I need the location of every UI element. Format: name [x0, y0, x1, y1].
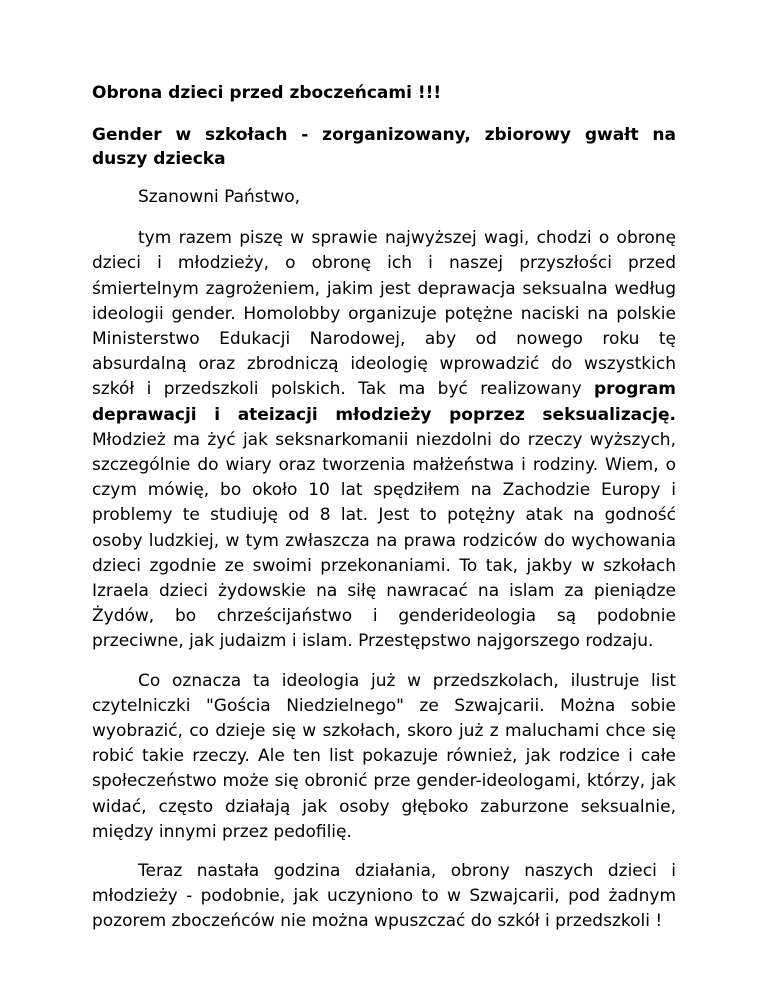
- paragraph-1-bold-phrase: program deprawacji i ateizacji młodzieży poprzez seksualizację.: [92, 379, 676, 425]
- document-subtitle: Gender w szkołach - zorganizowany, zbiorowy gwałt na duszy dziecka: [92, 125, 676, 169]
- paragraph-1: [92, 226, 676, 654]
- paragraph-3: Teraz nastała godzina działania, obrony naszych dzieci i młodzieży - podobnie, jak uczyniono to w Szwajcarii, pod żadnym pozorem zboczeńców nie można wpuszczać do szkół i przedszkoli !: [92, 861, 676, 932]
- paragraph-2: Co oznacza ta ideologia już w przedszkolach, ilustruje list czytelniczki "Gościa Niedzielnego" ze Szwajcarii. Można sobie wyobrazić, co dzieje się w szkołach, skoro już z maluchami chce się robić takie rzeczy. Ale ten list pokazuje również, jak rodzice i całe społeczeństwo może się obronić prze gender-ideologami, którzy, jak widać, często działają jak osoby głęboko zaburzone seksualnie, między innymi przez pedofilię.: [92, 670, 676, 842]
- greeting: Szanowni Państwo,: [138, 187, 301, 207]
- paragraph-1-text-b: Młodzież ma żyć jak seksnarkomanii niezdolni do rzeczy wyższych, szczególnie do wiary oraz tworzenia małżeństwa i rodziny. Wiem, o czym mówię, bo około 10 lat spędziłem na Zachodzie Europy i problemy te studiuję od 8 lat. Jest to potężny atak na godność osoby ludzkiej, w tym zwłaszcza na prawa rodziców do wychowania dzieci zgodnie ze swoimi przekonaniami. To tak, jakby w szkołach Izraela dzieci żydowskie na siłę nawracać na islam za pieniądze Żydów, bo chrześcijaństwo i genderideologia są podobnie przeciwne, jak judaizm i islam. Przestępstwo najgorszego rodzaju.: [92, 429, 676, 652]
- paragraph-1-text-a: tym razem piszę w sprawie najwyższej wagi, chodzi o obronę dzieci i młodzieży, o obronę ich i naszej przyszłości przed śmiertelnym zagrożeniem, jakim jest deprawacja seksualna według ideologii gender. Homolobby organizuje potężne naciski na polskie Ministerstwo Edukacji Narodowej, aby od nowego roku tę absurdalną oraz zbrodniczą ideologię wprowadzić do wszystkich szkół i przedszkoli polskich. Tak ma być realizowany: [92, 228, 676, 400]
- document-title: Obrona dzieci przed zboczeńcami !!!: [92, 83, 442, 103]
